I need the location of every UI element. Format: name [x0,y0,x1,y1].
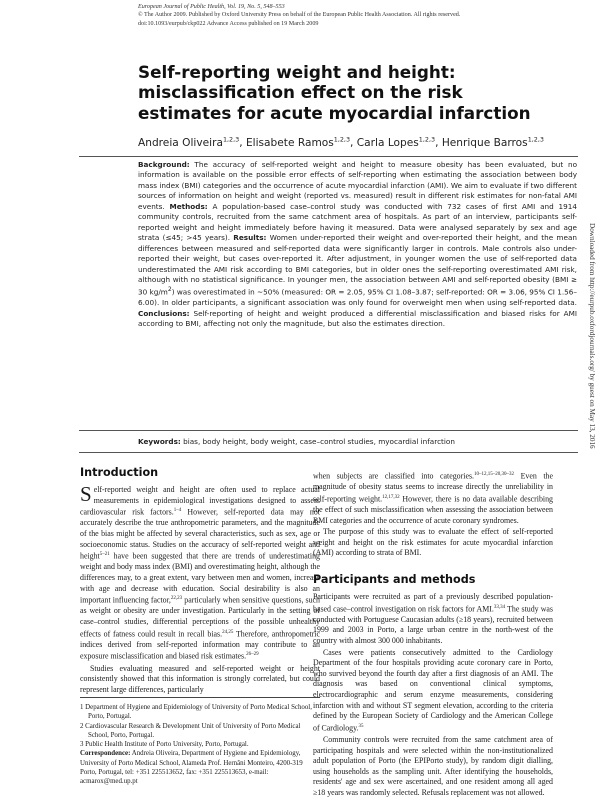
paragraph: Community controls were recruited from the same catchment area of participating hospitals and were selected within the non-institutionalized adult population of Porto (the EPIPorto study), by random digit dialling, using households as the sampling unit. After identifying the households, residents' age and sex were ascertained, and one resident among all aged ≥18 years was randomly selected. Refusals replacement was not allowed. [313,734,553,797]
drop-cap: S [80,482,92,506]
abstract-background-label: Background: [138,160,190,169]
affiliation-note: 1 Department of Hygiene and Epidemiology of University of Porto Medical School, Porto, Portugal. [80,704,312,721]
abstract-conclusions-label: Conclusions: [138,308,190,318]
correspondence-note: Correspondence: Andreia Oliveira, Department of Hygiene and Epidemiology, University of Porto Medical School, Alameda Prof. Hernâni Monteiro, 4200-319 Porto, Portugal, tel: +351 225513652, fax: +351 225513653, e-mail: acmarox@med.up.pt [80,750,303,786]
abstract-top-rule [79,156,578,157]
paragraph: Studies evaluating measured and self-reported weight or height consistently showed that this information is strongly correlated, but could represent large differences, particularly [80,663,320,694]
author-list [138,132,578,150]
affiliation-note: 2 Cardiovascular Research & Development Unit of University of Porto Medical School, Porto, Portugal. [80,722,301,739]
abstract-results-label: Results: [233,233,267,243]
copyright-line: © The Author 2009. Published by Oxford University Press on behalf of the European Public Health Association. All rights reserved. [138,12,461,19]
author: Andreia Oliveira$^{1,2,3}$, [138,135,246,149]
abstract-methods-label: Methods: [169,201,208,211]
keywords-top-rule [79,430,578,431]
journal-header [138,3,578,28]
journal-line: European Journal of Public Health, Vol. 19, No. 5, 548–553 [138,4,285,10]
keywords: Keywords: bias, body height, body weight, case–control studies, myocardial infarction [138,437,455,446]
download-watermark: Downloaded from http://eurpub.oxfordjournals.org/ by guest on May 13, 2016 [588,223,596,449]
paragraph: Cases were patients consecutively admitted to the Cardiology Department of the four hospitals providing acute coronary care in Porto, who survived beyond the fourth day after a first diagnosis of an AMI. The diagnosis was based on conventional clinical symptoms, electrocardiographic and serum enzyme measurements, considering infarction with and without ST segment elevation, according to the criteria defined by the European Society of Cardiology and the American College of Cardiology.$^{35}$ [313,647,553,733]
author: Henrique Barros$^{1,2,3}$ [441,135,544,149]
paragraph: The purpose of this study was to evaluate the effect of self-reported weight and height on the risk estimates for acute myocardial infarction (AMI) according to strata of BMI. [313,527,553,558]
section-heading-introduction: Introduction [80,466,159,479]
paragraph: Participants were recruited as part of a previously described population-based case–control investigation on risk factors for AMI.$^{33,34}$ The study was conducted with Portuguese Caucasian adults (≥18 years), recruited between 1999 and 2003 in Porto, a large urban centre in the north-west of the country with almost 300 000 inhabitants. [313,592,553,645]
doi-line: doi:10.1093/eurpub/ckp022 Advance Access published on 19 March 2009 [138,20,319,27]
abstract: Background: The accuracy of self-reported weight and height to measure obesity has been evaluated, but no information is available on the possible error effects of self-reporting when estimating the association between body mass index (BMI) categories and the occurrence of acute myocardial infarction (AMI). We aim to evaluate if two different sources of information on height and weight (reported vs. measured) result in different risk estimates for non-fatal AMI events. Methods: A population-based case–control study was conducted with 732 cases of first AMI and 1914 community controls, recruited from the same catchment area of hospitals. As part of an interview, participants self-reported weight and height immediately before having it measured. Data were analysed separately by sex and age strata (≤45; >45 years). Results: Women under-reported their weight and over-reported their height, and the mean differences between measured and self-reported data were significantly larger in controls. Male controls also under-reported their weight, but cases over-reported it. After adjustment, in younger women the use of self-reported data underestimated the AMI risk according to BMI categories, but in older ones the self-reporting overestimated AMI risk, although with no statistical significance. In younger men, the association between AMI and self-reported obesity (BMI ≥ 30 $kg/m^2$) was overestimated in ~50% (measured: OR = 2.05, 95% CI 1.08–3.87; self-reported: OR = 3.06, 95% CI 1.56–6.00). In older participants, a significant association was only found for overweight men when using self-reported data. Conclusions: Self-reporting of height and weight produced a differential misclassification and biased risks for AMI according to BMI, affecting not only the magnitude, but also the estimates direction. [138,160,577,329]
affiliation-note: 3 Public Health Institute of Porto University, Porto, Portugal. [80,741,249,749]
section-heading-methods: Participants and methods [313,573,476,586]
column-left [80,466,320,695]
keywords-bottom-rule [79,452,578,453]
paragraph: Self-reported weight and height are often used to replace actual measurements in epidemiological investigations designed to assess cardiovascular risk factors.$^{1-4}$ However, self-reported data may not accurately describe the true anthropometric parameters, and the magnitude of the bias might be affected by several characteristics, such as sex, age or socioeconomic status. Studies on the accuracy of self-reported weight and height$^{5-21}$ have been suggested that there are trends of underestimating weight and body mass index (BMI) and overestimating height, although the differences may, to a great extent, vary between men and women, increase with age and decrease with education. Social desirability is also an important influencing factor,$^{22,23}$ particularly when sensitive questions, such as weight or obesity are under investigation. Particularly in the setting of case–control studies, differential perceptions of the possible unhealthy effects of fatness could result in recall bias.$^{24,25}$ Therefore, anthropometric indices derived from self-reported information may contribute to an exposure misclassification and biased risk estimates.$^{26-29}$ [80,482,320,662]
article-title: Self-reporting weight and height: misclassification effect on the risk estimates for acute myocardial infarction [138,62,531,123]
footnotes [80,697,320,787]
column-right [313,470,553,799]
author: Carla Lopes$^{1,2,3}$, [356,135,442,149]
keywords-label: Keywords: [138,437,181,446]
author: Elisabete Ramos$^{1,2,3}$, [245,135,357,149]
paragraph: when subjects are classified into categories.$^{10-12,15-20,30-32}$ Even the magnitude of obesity status seems to increase directly the unreliability in self-reporting weight.$^{12,17,32}$ However, there is no data available describing the effect of such misclassification when assessing the association between BMI categories and the occurrence of acute coronary syndromes. [313,471,553,525]
